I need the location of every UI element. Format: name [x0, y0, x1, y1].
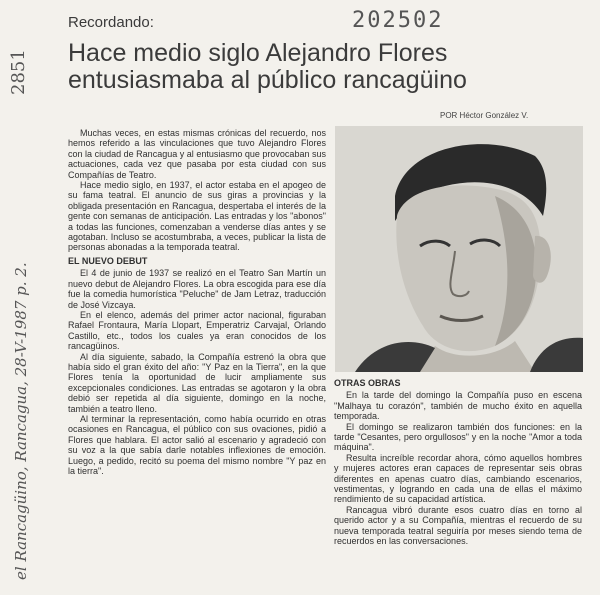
kicker: Recordando: [68, 14, 154, 31]
paragraph: Rancagua vibró durante esos cuatro días en torno al querido actor y a su Compañía, mientras el recuerdo de su nueva temporada teatral seguiría por meses siendo tema de recuerdos en las conversaciones. [334, 504, 582, 547]
paragraph: El 4 de junio de 1937 se realizó en el Teatro San Martín un nuevo debut de Alejandro Flores. La obra escogida para ese día fue la comedia humorística "Peluche" de Jam Letraz, traducción de José Vizcaya. [68, 268, 326, 310]
paragraph: Hace medio siglo, en 1937, el actor estaba en el apogeo de su fama teatral. El anuncio de sus giras a provincias y la obligada presentación en Rancagua, despertaba el interés de la gente con semanas de anticipación. Las entradas y los "abonos" a todas las funciones, comenzaban a venderse días antes y se agotaban. Incluso se acostumbraba, a veces, publicar la lista de personas abonadas a la temporada teatral. [68, 180, 326, 253]
byline: POR Héctor González V. [440, 111, 529, 120]
margin-note: el Rancagüino, Rancagua, 28-V-1987 p. 2. [12, 262, 30, 580]
paragraph: Al día siguiente, sabado, la Compañía estrenó la obra que había sido el gran éxito del año: "Y Paz en la Tierra", en la que Flores tenía la oportunidad de lucir ampliamente sus excepcionales condiciones. Las entradas se agotaron y la obra debió ser repetida al día siguiente, domingo en la noche, también a teatro lleno. [68, 351, 326, 414]
margin-number: 2851 [8, 49, 29, 95]
paragraph: En la tarde del domingo la Compañía puso en escena "Malhaya tu corazón", también de mucho éxito en aquella temporada. [334, 390, 582, 422]
left-column [68, 128, 326, 476]
paragraph: Al terminar la representación, como había ocurrido en otras ocasiones en Rancagua, el público con sus ovaciones, pidió a Flores que hablara. El actor salió al escenario y agradeció con su voz a la que sabía darle notables inflexiones de emoción. Luego, a pedido, recitó su poema del mismo nombre "Y paz en la tierra". [68, 413, 326, 476]
subheading: EL NUEVO DEBUT [68, 255, 148, 266]
paragraph: Muchas veces, en estas mismas crónicas del recuerdo, nos hemos referido a las vinculaciones que tuvo Alejandro Flores con la ciudad de Rancagua y al entusiasmo que provocaban sus actuaciones, cada vez que pasaba por esta ciudad con sus Compañías de Teatro. [68, 128, 326, 180]
portrait-illustration [335, 126, 583, 372]
archive-number: 202502 [352, 8, 444, 33]
subheading: OTRAS OBRAS [334, 378, 401, 388]
paragraph: En el elenco, además del primer actor nacional, figuraban Rafael Frontaura, María Llopart, Emperatriz Carvajal, Orlando Castillo, etc., todos los cuales ya eran conocidos de los rancagüinos. [68, 309, 326, 352]
paragraph: Resulta increíble recordar ahora, cómo aquellos hombres y mujeres actores eran capaces de representar seis obras diferentes en apenas cuatro días, cambiando escenarios, vestimentas, y logrando en cada una de ellas el máximo rendimiento de su capacidad artística. [334, 452, 582, 505]
portrait-photo [335, 126, 583, 372]
headline: Hace medio siglo Alejandro Flores entusiasmaba al público rancagüino [68, 39, 467, 94]
right-column [334, 375, 582, 547]
paragraph: El domingo se realizaron también dos funciones: en la tarde "Cesantes, pero orgullosos" y en la noche "Amor a toda máquina". [334, 421, 582, 453]
